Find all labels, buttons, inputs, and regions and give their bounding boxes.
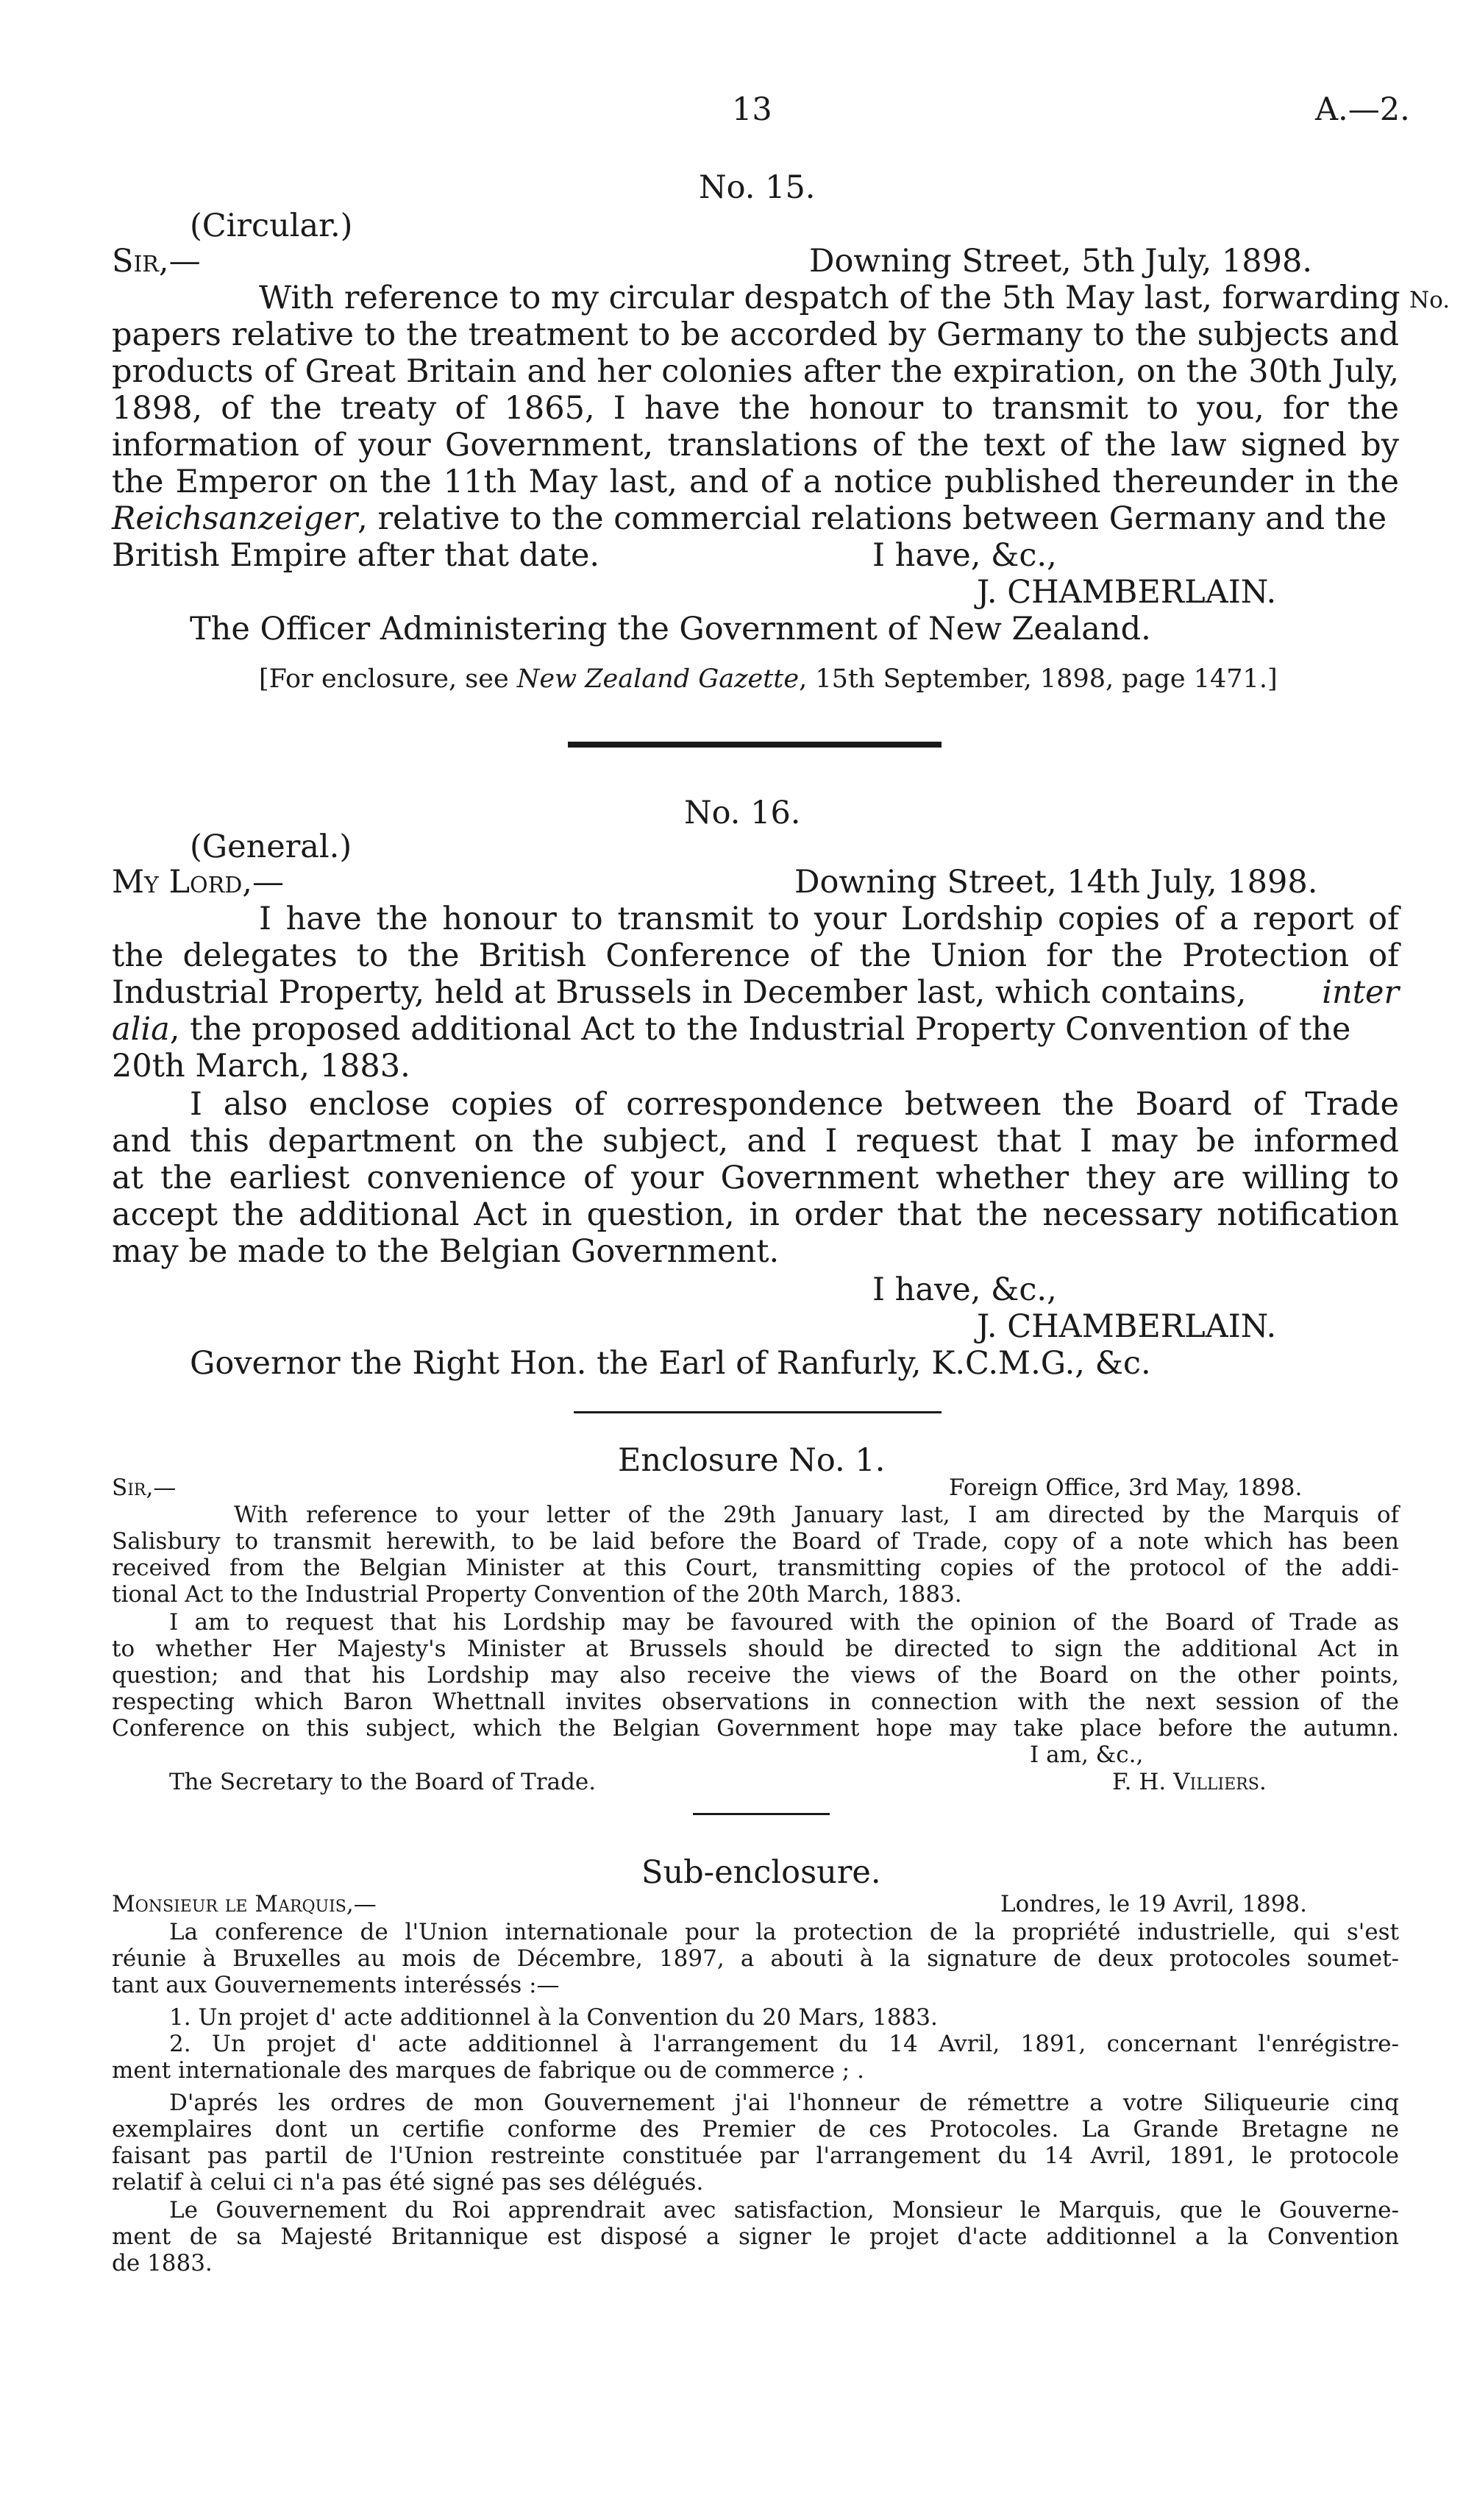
section-divider-short xyxy=(693,1813,830,1815)
subenclosure-item-2-cont: ment internationale des marques de fabrique ou de commerce ; . xyxy=(112,2057,864,2084)
enclosure1-line: respecting which Baron Whettnall invites observations in connection with the next session of the xyxy=(112,1689,1399,1715)
enclosure1-heading: Enclosure No. 1. xyxy=(618,1442,886,1479)
no16-signature: J. CHAMBERLAIN. xyxy=(977,1308,1277,1345)
no16-line-last: may be made to the Belgian Government. xyxy=(112,1233,780,1270)
no16-line: accept the additional Act in question, in order that the necessary notification xyxy=(112,1196,1399,1233)
no15-enclosure-note: [For enclosure, see New Zealand Gazette, 15th September, 1898, page 1471.] xyxy=(259,664,1278,694)
subenclosure-heading: Sub-enclosure. xyxy=(641,1854,881,1891)
no16-line: at the earliest convenience of your Government whether they are willing to xyxy=(112,1160,1399,1196)
no15-type: (Circular.) xyxy=(190,207,353,244)
enclosure1-signature: F. H. Villiers. xyxy=(1112,1769,1267,1795)
subenclosure-line: D'aprés les ordres de mon Gouvernement j'ai l'honneur de rémettre a votre Siliqueurie cinq xyxy=(169,2090,1399,2116)
no16-line-3: Industrial Property, held at Brussels in December last, which contains, inter xyxy=(112,974,1399,1011)
no15-line: 1898, of the treaty of 1865, I have the honour to transmit to you, for the xyxy=(112,390,1399,427)
no15-dateline: Downing Street, 5th July, 1898. xyxy=(809,243,1313,280)
no16-type: (General.) xyxy=(190,828,352,865)
subenclosure-line-last: relatif à celui ci n'a pas été signé pas ses délégués. xyxy=(112,2169,704,2196)
subenclosure-item-1: 1. Un projet d' acte additionnel à la Convention du 20 Mars, 1883. xyxy=(169,2004,938,2031)
no16-salutation: My Lord,— xyxy=(112,864,284,901)
section-divider xyxy=(574,1411,942,1413)
enclosure1-closing: I am, &c., xyxy=(1030,1742,1144,1768)
reichsanzeiger-italic: Reichsanzeiger xyxy=(112,500,358,537)
gazette-italic: New Zealand Gazette xyxy=(516,664,800,694)
no16-addressee: Governor the Right Hon. the Earl of Ranfurly, K.C.M.G., &c. xyxy=(190,1345,1151,1382)
no15-signature: J. CHAMBERLAIN. xyxy=(977,574,1277,611)
alia-italic: alia xyxy=(112,1011,170,1048)
enclosure1-dateline: Foreign Office, 3rd May, 1898. xyxy=(949,1474,1303,1501)
no15-line-7 xyxy=(112,502,1399,536)
enclosure1-salutation: Sir,— xyxy=(112,1474,177,1501)
no15-line: the Emperor on the 11th May last, and of a notice published thereunder in the xyxy=(112,464,1399,500)
no16-heading: No. 16. xyxy=(684,795,801,831)
no15-line: products of Great Britain and her colonies after the expiration, on the 30th July, xyxy=(112,353,1399,390)
subenclosure-dateline: Londres, le 19 Avril, 1898. xyxy=(1000,1891,1308,1917)
subenclosure-salutation: Monsieur le Marquis,— xyxy=(112,1891,377,1917)
enclosure1-line: question; and that his Lordship may also receive the views of the Board on the other points, xyxy=(112,1662,1399,1689)
enclosure1-line: I am to request that his Lordship may be favoured with the opinion of the Board of Trade as xyxy=(169,1609,1399,1636)
no15-line: information of your Government, translations of the text of the law signed by xyxy=(112,427,1399,464)
subenclosure-line: ment de sa Majesté Britannique est disposé a signer le projet d'acte additionnel a la Convention xyxy=(112,2223,1399,2250)
subenclosure-line: Le Gouvernement du Roi apprendrait avec satisfaction, Monsieur le Marquis, que le Gouverne- xyxy=(169,2197,1399,2223)
enclosure1-line-last: tional Act to the Industrial Property Convention of the 20th March, 1883. xyxy=(112,1581,962,1608)
no16-line: I have the honour to transmit to your Lordship copies of a report of xyxy=(259,901,1399,937)
no15-line: papers relative to the treatment to be accorded by Germany to the subjects and xyxy=(112,316,1399,353)
subenclosure-line: réunie à Bruxelles au mois de Décembre, 1897, a abouti à la signature de deux protocoles soumet- xyxy=(112,1945,1399,1972)
no15-line-8: British Empire after that date. xyxy=(112,537,600,574)
subenclosure-line-last: de 1883. xyxy=(112,2250,213,2276)
inter-italic: inter xyxy=(1322,974,1399,1011)
subenclosure-line: La conference de l'Union internationale pour la protection de la propriété industrielle, qui s'est xyxy=(169,1919,1399,1945)
no16-line-5: 20th March, 1883. xyxy=(112,1048,410,1085)
enclosure1-addressee: The Secretary to the Board of Trade. xyxy=(169,1769,597,1795)
no16-line-4: alia, the proposed additional Act to the Industrial Property Convention of the xyxy=(112,1011,1351,1048)
subenclosure-line-last: tant aux Gouvernements interéssés :— xyxy=(112,1972,560,1998)
no15-salutation: Sir,— xyxy=(112,243,201,280)
enclosure1-line: With reference to your letter of the 29th January last, I am directed by the Marquis of xyxy=(234,1502,1399,1528)
no16-dateline: Downing Street, 14th July, 1898. xyxy=(794,864,1318,901)
enclosure1-line: to whether Her Majesty's Minister at Brussels should be directed to sign the additional Act in xyxy=(112,1636,1399,1662)
page-number: 13 xyxy=(732,91,772,128)
no15-addressee: The Officer Administering the Government of New Zealand. xyxy=(190,611,1151,647)
no15-closing: I have, &c., xyxy=(872,537,1057,574)
enclosure1-line: Conference on this subject, which the Belgian Government hope may take place before the autumn. xyxy=(112,1715,1399,1742)
no15-margin-mark: No. xyxy=(1409,287,1451,313)
no16-line: I also enclose copies of correspondence between the Board of Trade xyxy=(190,1086,1399,1123)
no16-line: and this department on the subject, and I request that I may be informed xyxy=(112,1123,1399,1160)
no16-closing: I have, &c., xyxy=(872,1271,1057,1308)
subenclosure-line: exemplaires dont un certifie conforme des Premier de ces Protocoles. La Grande Bretagne ne xyxy=(112,2116,1399,2143)
no16-line: the delegates to the British Conference of the Union for the Protection of xyxy=(112,937,1399,974)
no15-line: With reference to my circular despatch of the 5th May last, forwarding xyxy=(259,280,1401,316)
no15-heading: No. 15. xyxy=(699,169,816,206)
section-divider-thick xyxy=(568,742,942,748)
enclosure1-line: received from the Belgian Minister at this Court, transmitting copies of the protocol of the addi- xyxy=(112,1555,1399,1581)
subenclosure-line: faisant pas partil de l'Union restreinte constituée par l'arrangement du 14 Avril, 1891, le protocole xyxy=(112,2143,1399,2169)
series-code: A.—2. xyxy=(1315,91,1410,128)
subenclosure-item-2: 2. Un projet d' acte additionnel à l'arrangement du 14 Avril, 1891, concernant l'enrégistre- xyxy=(169,2031,1399,2057)
no15-line-7-rest: , relative to the commercial relations between Germany and the xyxy=(357,500,1387,537)
enclosure1-line: Salisbury to transmit herewith, to be laid before the Board of Trade, copy of a note which has been xyxy=(112,1528,1399,1555)
